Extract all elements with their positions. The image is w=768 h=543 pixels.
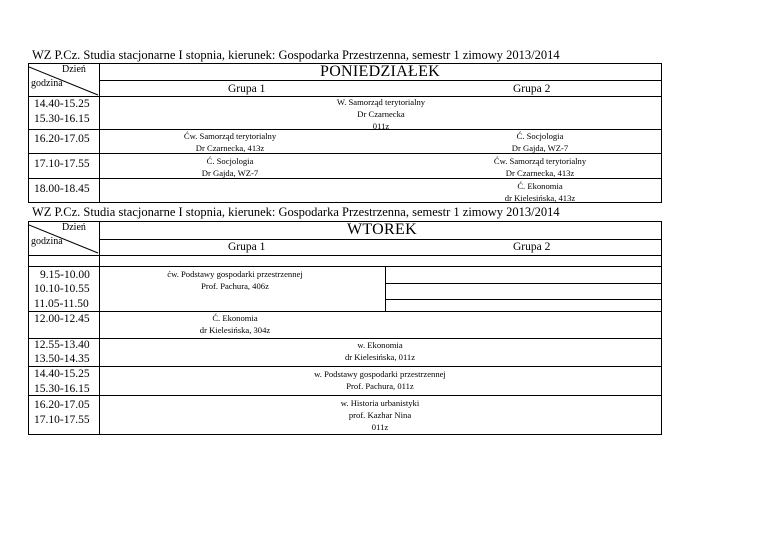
header-hours-label: godzina [31,236,63,247]
time-slot: 16.20-17.05 [34,399,90,411]
time-slot: 14.40-15.25 [34,98,90,110]
class-cell: Ćw. Samorząd terytorialny Dr Czarnecka, 413z [183,131,277,153]
time-slot: 17.10-17.55 [34,414,90,426]
day-name: WTOREK [347,221,417,238]
class-cell: w. Historia urbanistyki prof. Kazhar Nina 011z [340,398,420,432]
group1-header: Grupa 1 [228,83,266,95]
time-slot: 14.40-15.25 [34,368,90,380]
class-cell: Ć. Ekonomia dr Kielesińska, 304z [199,313,271,335]
time-slot: 18.00-18.45 [34,183,90,195]
group1-header: Grupa 1 [228,241,266,253]
header-day-label: Dzień [62,64,86,75]
time-slot: 12.00-12.45 [34,313,90,325]
class-cell: W. Samorząd terytorialny Dr Czarnecka 011z [336,97,426,131]
header-diagonal [29,222,99,254]
class-cell: Ć. Socjologia Dr Gajda, WZ-7 [201,156,259,178]
time-slot: 10.10-10.55 [34,283,90,295]
schedule-title: WZ P.Cz. Studia stacjonarne I stopnia, kierunek: Gospodarka Przestrzenna, semestr 1 zimowy 2013/2014 [32,48,560,62]
header-hours-label: godzina [31,78,63,89]
group2-header: Grupa 2 [513,241,551,253]
time-slot: 15.30-16.15 [34,383,90,395]
time-slot: 9.15-10.00 [40,269,90,281]
time-slot: 16.20-17.05 [34,133,90,145]
header-day-label: Dzień [62,222,86,233]
day-name: PONIEDZIAŁEK [320,63,441,80]
schedule-title: WZ P.Cz. Studia stacjonarne I stopnia, kierunek: Gospodarka Przestrzenna, semestr 1 zimowy 2013/2014 [32,205,560,219]
group2-header: Grupa 2 [513,83,551,95]
time-slot: 17.10-17.55 [34,158,90,170]
class-cell: Ć. Socjologia Dr Gajda, WZ-7 [511,131,569,153]
time-slot: 15.30-16.15 [34,113,90,125]
class-cell: w. Podstawy gospodarki przestrzennej Prof. Pachura, 011z [314,369,446,391]
header-diagonal [29,64,99,96]
class-cell: Ćw. Samorząd terytorialny Dr Czarnecka, 413z [493,156,587,178]
time-slot: 13.50-14.35 [34,353,90,365]
class-cell: ćw. Podstawy gospodarki przestrzennej Prof. Pachura, 406z [167,269,303,291]
class-cell: w. Ekonomia dr Kielesińska, 011z [344,340,416,362]
time-slot: 12.55-13.40 [34,339,90,351]
class-cell: Ć. Ekonomia dr Kielesińska, 413z [504,181,576,203]
time-slot: 11.05-11.50 [34,298,89,310]
